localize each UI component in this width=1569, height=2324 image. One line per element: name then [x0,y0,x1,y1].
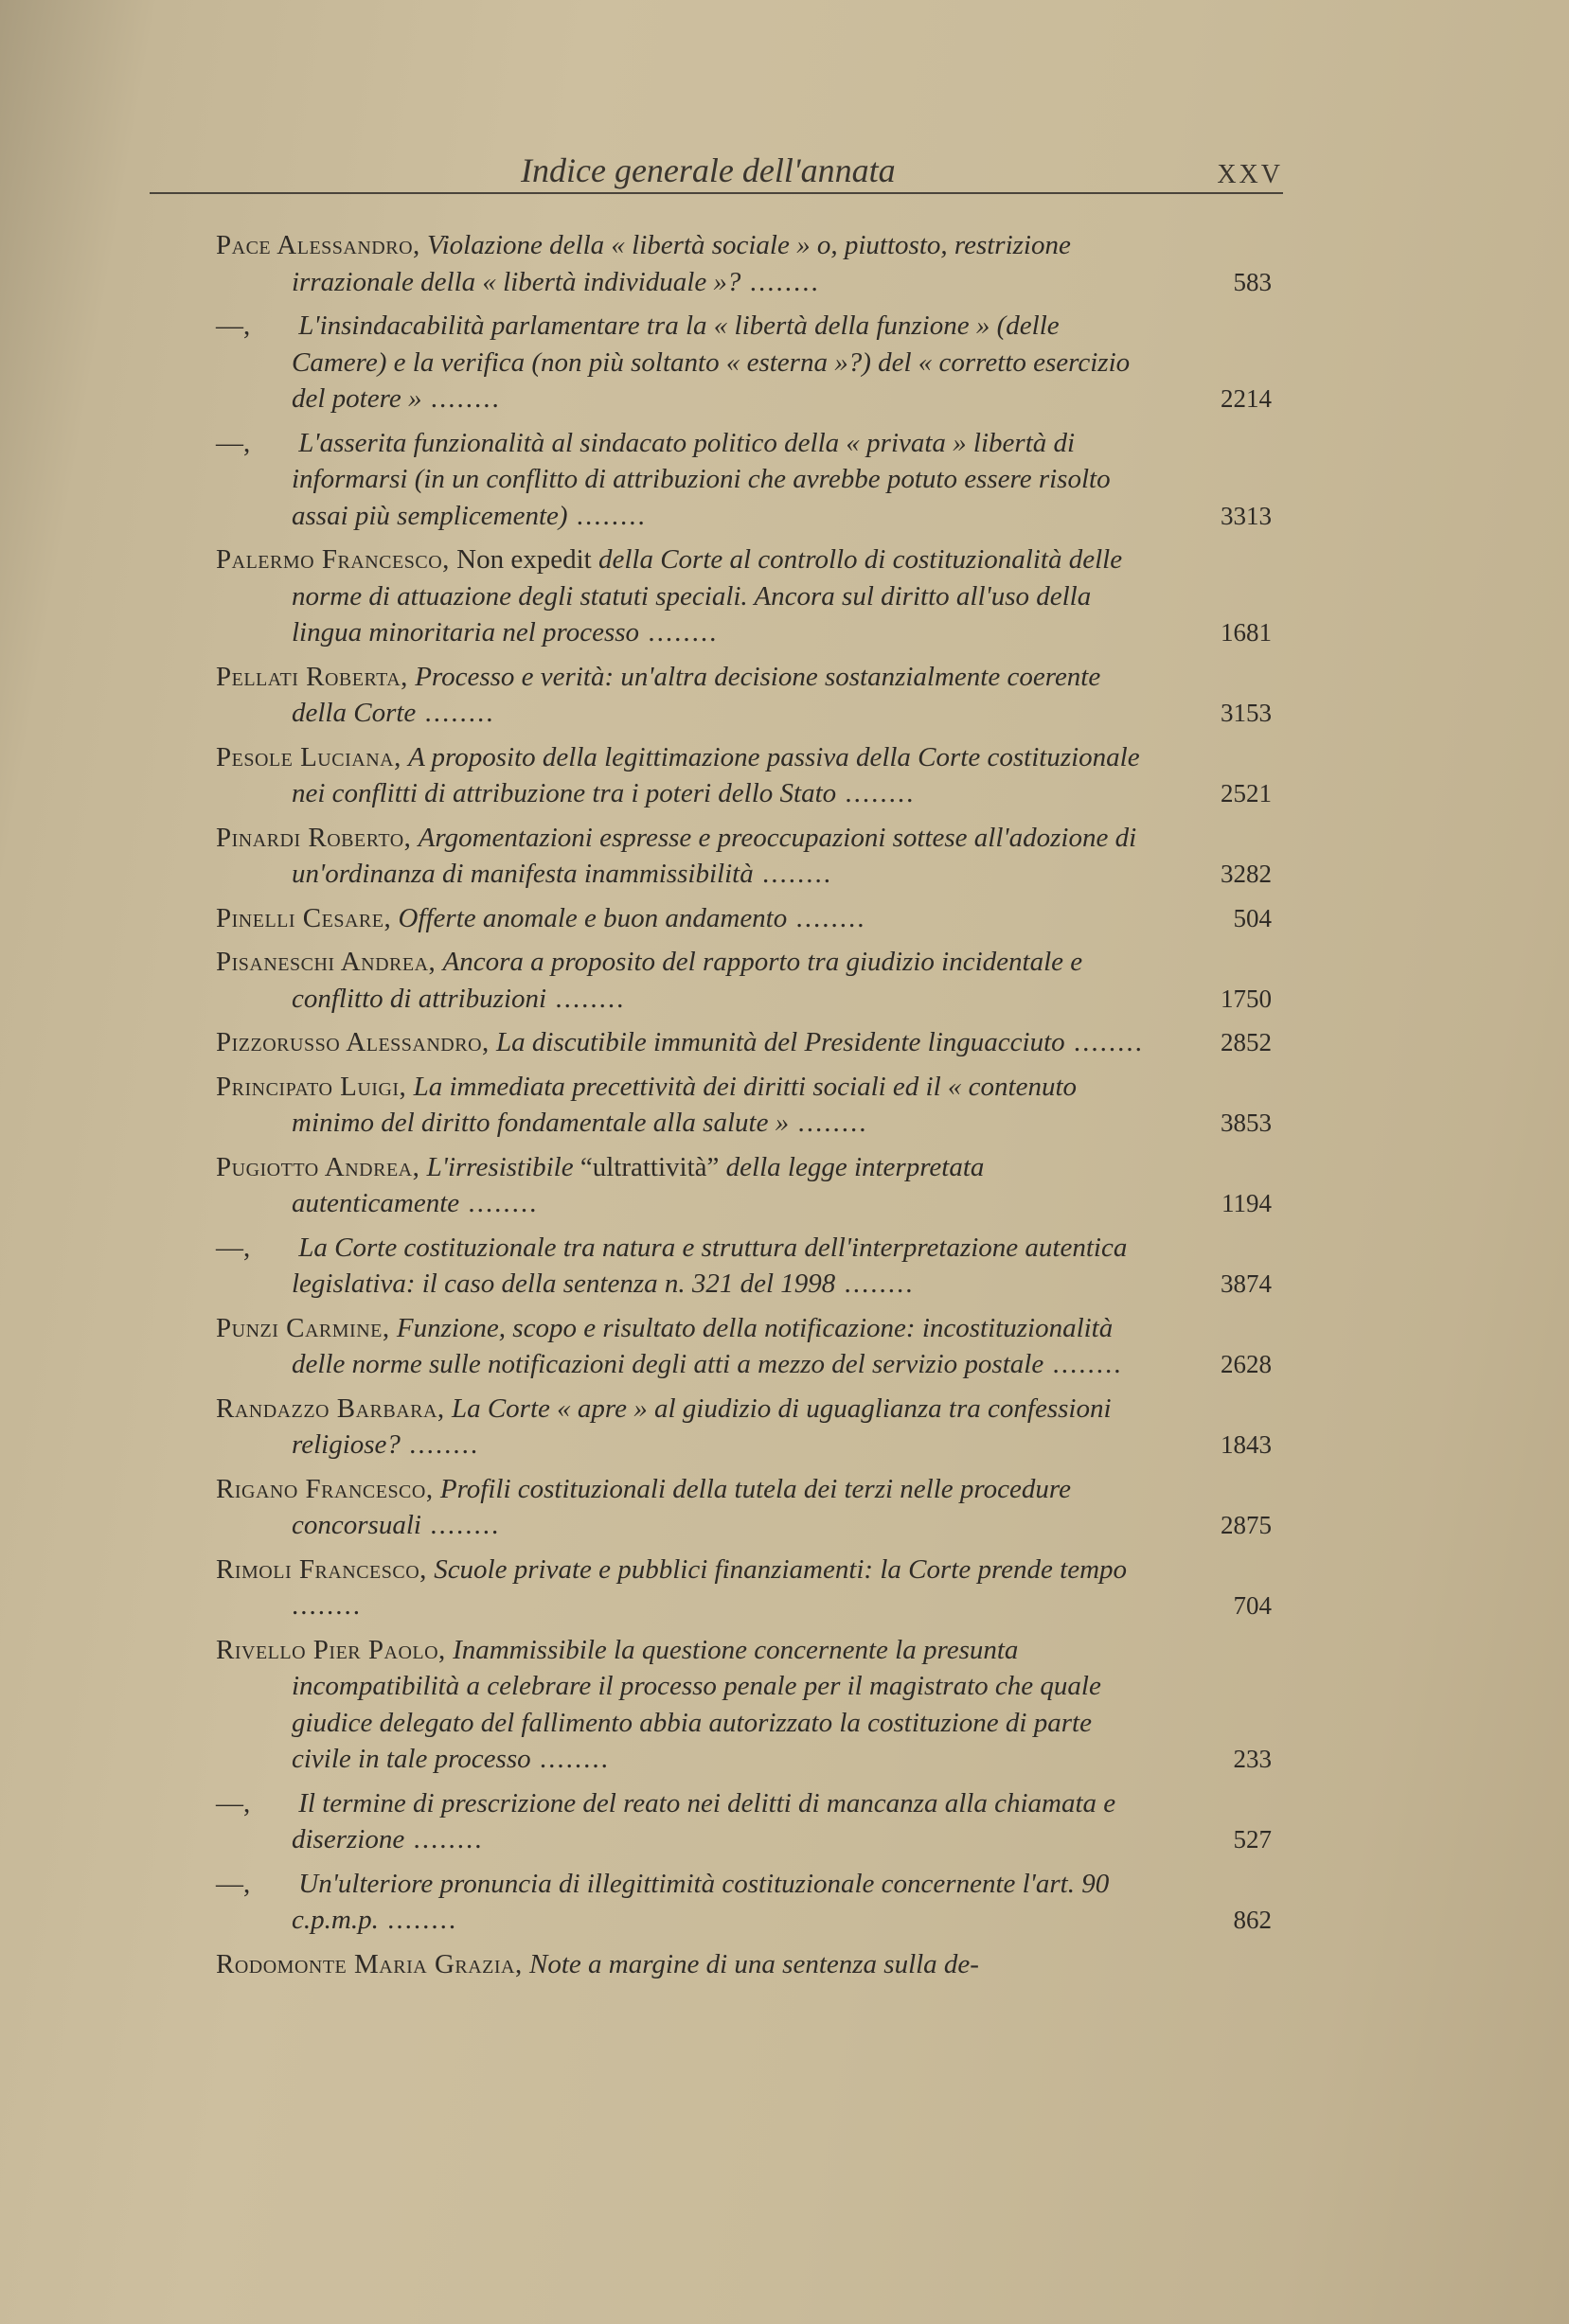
entry-title: L'asserita funzionalità al sindacato politico della « privata » libertà di informarsi (in un conflitto di attribuzioni che avrebbe potuto essere risolto assai più semplicemente) [292,427,1111,531]
same-author-dash: —, [216,1787,251,1818]
entry-page-number: 862 [1233,1906,1272,1934]
entry-title: Scuole private e pubblici finanziamenti: la Corte prende tempo [434,1553,1128,1585]
entry-title: La Corte « apre » al giudizio di uguaglianza tra confessioni religiose? [292,1393,1112,1460]
index-entry [216,227,1272,300]
entry-title: L'insindacabilità parlamentare tra la « libertà della funzione » (delle Camere) e la verifica (non più soltanto « esterna »?) del « corretto esercizio del potere » [292,310,1131,414]
entry-text [216,1632,1149,1778]
entry-title: Ancora a proposito del rapporto tra giudizio incidentale e conflitto di attribuzioni [292,947,1083,1014]
index-entry [216,1230,1272,1303]
entry-author: Rodomonte Maria Grazia, [216,1948,523,1979]
entry-text [216,1310,1149,1383]
entry-text [216,820,1149,893]
entry-title: Inammissibile la questione concernente la presunta incompatibilità a celebrare il processo penale per il magistrato che quale giudice delegato del fallimento abbia autorizzato la costituzione di parte civile in tale processo [292,1634,1101,1774]
entry-author: Palermo Francesco, [216,544,450,575]
entry-page-number: 1843 [1221,1430,1272,1459]
entry-title: della Corte al controllo di costituzionalità delle norme di attuazione degli statuti speciali. Ancora sul diritto all'uso della lingua minoritaria nel processo [292,544,1123,648]
entry-text [216,659,1149,732]
index-entry [216,1552,1272,1624]
entry-text [216,1391,1149,1464]
entry-author: Principato Luigi, [216,1071,407,1102]
leader-dots: ........ [546,983,626,1014]
entry-page-number: 2214 [1221,384,1272,413]
entry-text [216,1230,1149,1303]
leader-dots: ........ [1064,1027,1144,1057]
entry-text [216,900,1149,937]
leader-dots: ........ [400,1429,480,1460]
entry-title: Processo e verità: un'altra decisione sostanzialmente coerente della Corte [292,661,1101,728]
entry-text [216,1149,1149,1222]
entry-page-number: 1681 [1221,618,1272,647]
entry-author: Pace Alessandro, [216,230,420,260]
entry-title-quoted: “ultrattività” [579,1151,720,1182]
entry-title: Funzione, scopo e risultato della notificazione: incostituzionalità delle norme sulle notificazioni degli atti a mezzo del servizio postale [292,1312,1114,1379]
leader-dots: ........ [1043,1349,1123,1379]
entry-text [216,1069,1149,1142]
running-header [142,147,1283,204]
entry-author: Rimoli Francesco, [216,1553,427,1585]
leader-dots: ........ [753,859,832,889]
index-entry [216,1866,1272,1939]
header-rule [150,192,1283,194]
header-title: Indice generale dell'annata [521,151,896,189]
leader-dots: ........ [567,500,647,531]
leader-dots: ........ [378,1905,458,1935]
entry-author: Randazzo Barbara, [216,1393,445,1424]
entry-text [216,1552,1149,1624]
leader-dots: ........ [787,902,866,933]
entry-text [216,425,1149,535]
entry-page-number: 2852 [1221,1028,1272,1056]
entry-title: L'irresistibile [426,1151,574,1182]
index-entry [216,1632,1272,1778]
entry-page-number: 3853 [1221,1109,1272,1137]
entry-text [216,739,1149,812]
entry-text [216,1785,1149,1858]
entry-text [216,944,1149,1017]
entry-author: Pisaneschi Andrea, [216,947,437,977]
entry-text [216,541,1149,651]
same-author-dash: —, [216,427,251,458]
entry-author: Pinardi Roberto, [216,822,412,853]
leader-dots: ........ [740,266,820,297]
leader-dots: ........ [404,1824,484,1854]
entry-title-suffix: della legge interpretata autenticamente [292,1151,985,1218]
entry-title: A proposito della legittimazione passiva della Corte costituzionale nei conflitti di attribuzione tra i poteri dello Stato [292,741,1140,808]
entry-text [216,1866,1149,1939]
entry-author: Punzi Carmine, [216,1312,390,1343]
same-author-dash: —, [216,1868,251,1899]
entry-title: Il termine di prescrizione del reato nei delitti di mancanza alla chiamata e diserzione [292,1787,1116,1854]
index-entry [216,900,1272,937]
entry-title: Note a margine di una sentenza sulla de- [529,1948,979,1979]
entry-page-number: 2521 [1221,779,1272,807]
entry-text [216,1024,1149,1061]
leader-dots: ........ [420,1510,501,1540]
entry-title: La Corte costituzionale tra natura e struttura dell'interpretazione autentica legislativa: il caso della sentenza n. 321 del 1998 [292,1232,1128,1299]
entry-title: Violazione della « libertà sociale » o, piuttosto, restrizione irrazionale della « libertà individuale »? [292,230,1071,297]
index-entry [216,1471,1272,1544]
index-entry [216,1946,1272,1983]
entry-author: Rigano Francesco, [216,1473,434,1504]
index-entry [216,308,1272,417]
entry-title: La immediata precettività dei diritti sociali ed il « contenuto minimo del diritto fondamentale alla salute » [292,1071,1078,1138]
index-entry [216,820,1272,893]
entry-author: Pizzorusso Alessandro, [216,1027,490,1057]
entry-page-number: 704 [1233,1591,1272,1620]
index-entry [216,739,1272,812]
entry-title: Un'ulteriore pronuncia di illegittimità costituzionale concernente l'art. 90 c.p.m.p. [292,1868,1110,1935]
leader-dots: ........ [416,698,495,728]
index-entry [216,1069,1272,1142]
entry-title: Offerte anomale e buon andamento [398,902,788,933]
index-entry [216,944,1272,1017]
entry-author: Pellati Roberta, [216,661,408,692]
index-entry [216,1310,1272,1383]
leader-dots: ........ [789,1108,868,1138]
index-entry [216,425,1272,535]
entry-text [216,227,1149,300]
entry-page-number: 583 [1233,267,1272,296]
entry-page-number: 3153 [1221,699,1272,727]
entry-text [216,1471,1149,1544]
entry-page-number: 3874 [1221,1269,1272,1298]
entry-page-number: 3313 [1221,501,1272,530]
entry-page-number: 504 [1233,903,1272,932]
entry-page-number: 233 [1233,1745,1272,1773]
entry-title: La discutibile immunità del Presidente linguacciuto [496,1027,1065,1057]
same-author-dash: —, [216,310,251,341]
index-entry [216,1149,1272,1222]
index-entry [216,1024,1272,1061]
index-entry [216,659,1272,732]
entry-page-number: 2875 [1221,1511,1272,1539]
index-entry [216,1391,1272,1464]
leader-dots: ........ [421,383,501,414]
entry-title-prefix: Non expedit [456,544,592,575]
entry-author: Pinelli Cesare, [216,902,392,933]
entry-title: Profili costituzionali della tutela dei terzi nelle procedure concorsuali [292,1473,1071,1540]
header-page-number: XXV [1217,160,1283,189]
entry-page-number: 3282 [1221,860,1272,888]
leader-dots: ........ [459,1188,539,1218]
entry-page-number: 2628 [1221,1350,1272,1378]
entry-author: Pugiotto Andrea, [216,1151,420,1182]
index-entries [216,227,1272,1990]
entry-text [216,1946,1149,1983]
index-entry [216,1785,1272,1858]
entry-page-number: 1750 [1221,984,1272,1013]
entry-author: Pesole Luciana, [216,741,401,772]
same-author-dash: —, [216,1232,251,1263]
leader-dots: ........ [835,1268,915,1299]
entry-page-number: 527 [1233,1825,1272,1854]
index-entry [216,541,1272,651]
leader-dots: ........ [292,1590,362,1621]
entry-text [216,308,1149,417]
entry-page-number: 1194 [1221,1189,1272,1217]
entry-title: Argomentazioni espresse e preoccupazioni sottese all'adozione di un'ordinanza di manifesta inammissibilità [292,822,1137,889]
leader-dots: ........ [530,1744,610,1774]
entry-author: Rivello Pier Paolo, [216,1634,446,1665]
leader-dots: ........ [836,778,916,808]
leader-dots: ........ [639,617,719,648]
